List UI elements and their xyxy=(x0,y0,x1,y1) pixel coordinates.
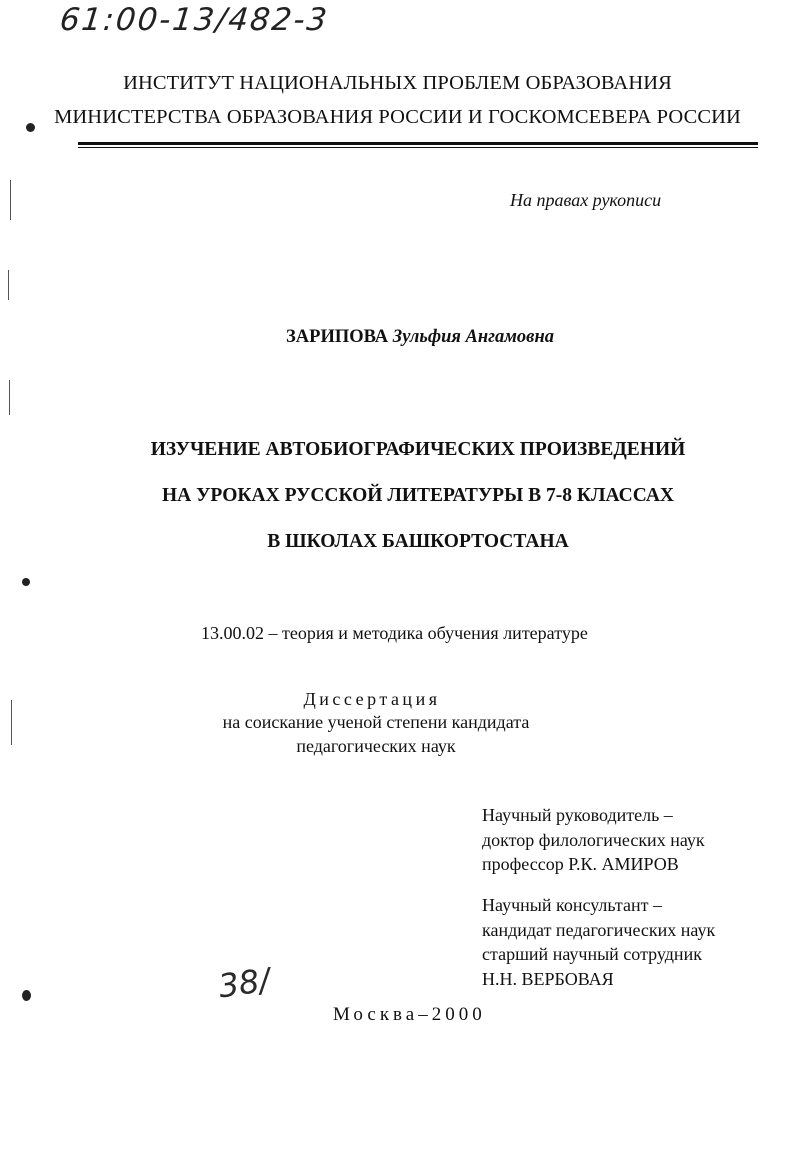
specialty-code: 13.00.02 – теория и методика обучения литературе xyxy=(201,623,588,643)
institution-line-2: МИНИСТЕРСТВА ОБРАЗОВАНИЯ РОССИИ И ГОСКОМСЕВЕРА РОССИИ xyxy=(54,106,741,128)
city-year: Москва–2000 xyxy=(333,1004,486,1025)
consultant-degree: кандидат педагогических наук xyxy=(482,919,716,940)
degree-line-2: педагогических наук xyxy=(296,736,456,756)
scan-spot xyxy=(22,578,30,586)
supervisor-degree: доктор филологических наук xyxy=(482,829,705,850)
title-line-3: В ШКОЛАХ БАШКОРТОСТАНА xyxy=(267,531,569,552)
header-rule-thin xyxy=(78,147,758,148)
title-line-1: ИЗУЧЕНИЕ АВТОБИОГРАФИЧЕСКИХ ПРОИЗВЕДЕНИЙ xyxy=(150,439,686,460)
consultant-role: Научный консультант – xyxy=(482,895,662,915)
consultant-block xyxy=(482,893,715,991)
scan-speck xyxy=(11,700,12,745)
author-surname: ЗАРИПОВА xyxy=(286,327,389,347)
supervisor-block xyxy=(482,803,705,877)
author-given-names: Зульфия Ангамовна xyxy=(392,327,554,347)
manuscript-note: На правах рукописи xyxy=(510,190,662,210)
supervisor-name: профессор Р.К. АМИРОВ xyxy=(482,854,679,874)
scan-speck xyxy=(8,270,9,300)
header-rule-thick xyxy=(78,142,758,145)
scan-speck xyxy=(10,180,11,220)
handwritten-mark xyxy=(214,950,294,1010)
institution-line-1: ИНСТИТУТ НАЦИОНАЛЬНЫХ ПРОБЛЕМ ОБРАЗОВАНИЯ xyxy=(123,72,672,94)
handwritten-mark-text: 38/ xyxy=(216,960,273,1006)
supervisor-role: Научный руководитель – xyxy=(482,805,673,825)
degree-heading: Диссертация xyxy=(303,689,441,709)
scan-spot xyxy=(26,123,35,132)
title-line-2: НА УРОКАХ РУССКОЙ ЛИТЕРАТУРЫ В 7-8 КЛАССАХ xyxy=(162,485,674,506)
scan-speck xyxy=(9,380,10,415)
handwritten-catalog-number: 61:00-13/482-3 xyxy=(58,2,331,38)
author-name xyxy=(0,327,795,348)
consultant-position: старший научный сотрудник xyxy=(482,944,702,964)
consultant-name: Н.Н. ВЕРБОВАЯ xyxy=(482,968,614,989)
degree-line-1: на соискание ученой степени кандидата xyxy=(222,712,530,732)
scan-spot xyxy=(22,990,31,1001)
